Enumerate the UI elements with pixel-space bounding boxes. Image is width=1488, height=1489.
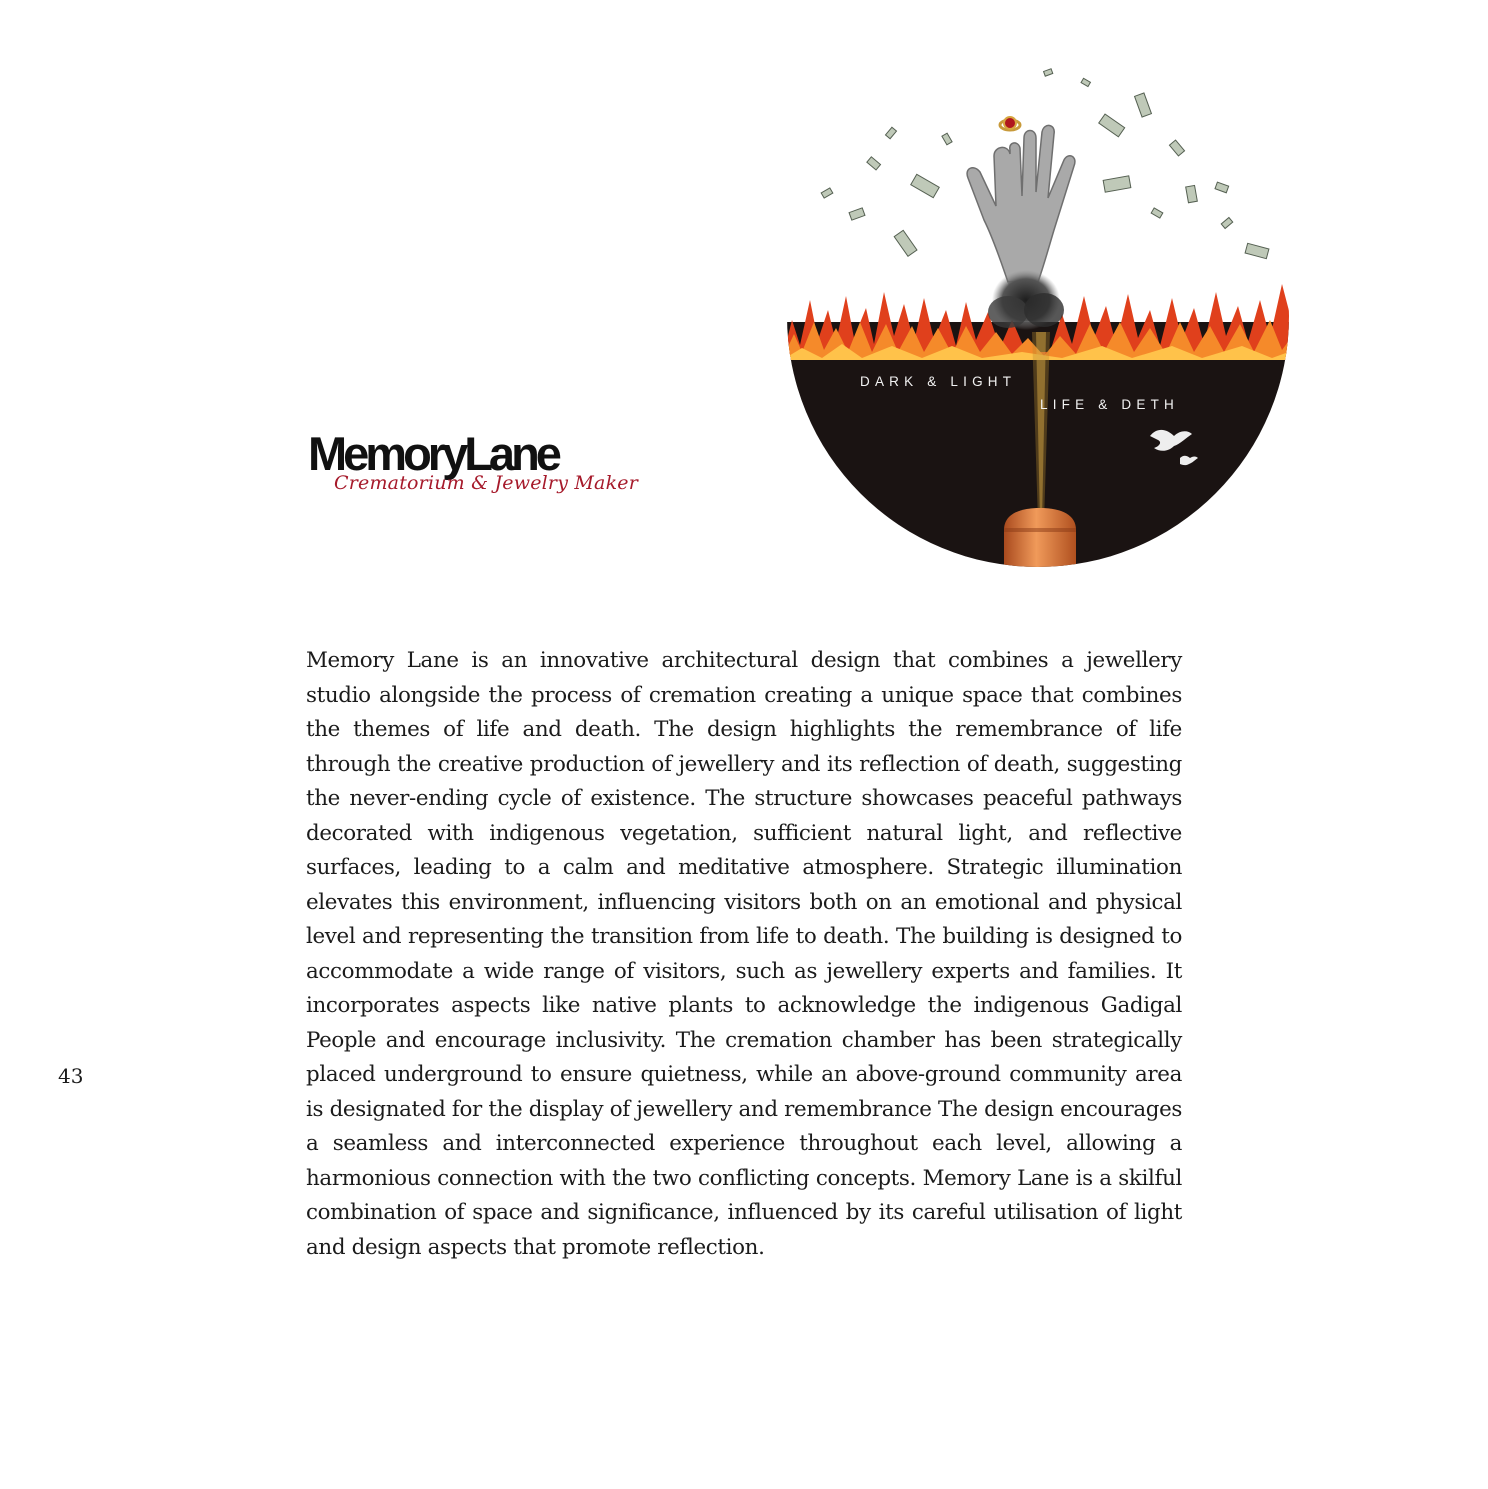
page-number: 43 — [58, 1064, 84, 1088]
logo-wordmark: MemoryLane — [308, 427, 558, 480]
artwork-line-1: DARK & LIGHT — [860, 374, 1017, 389]
logo-tagline: Crematorium & Jewelry Maker — [334, 472, 639, 494]
ring-icon — [1000, 117, 1020, 130]
urn-icon — [1004, 508, 1076, 572]
description-paragraph: Memory Lane is an innovative architectural design that combines a jewellery studio alongside the process of cremation creating a unique space that combines the themes of life and death. The design highlights the remembrance of life through the creative production of jewellery and its reflection of death, suggesting the never-ending cycle of existence. The structure showcases peaceful pathways decorated with indigenous vegetation, sufficient natural light, and reflective surfaces, leading to a calm and meditative atmosphere. Strategic illumination elevates this environment, influencing visitors both on an emotional and physical level and representing the transition from life to death. The building is designed to accommodate a wide range of visitors, such as jewellery experts and families. It incorporates aspects like native plants to acknowledge the indigenous Gadigal People and encourage inclusivity. The cremation chamber has been strategically placed underground to ensure quietness, while an above-ground community area is designated for the display of jewellery and remembrance The design encourages a seamless and interconnected experience throughout each level, allowing a harmonious connection with the two conflicting concepts. Memory Lane is a skilful combination of space and significance, influenced by its careful utilisation of light and design aspects that promote reflection. — [306, 648, 1182, 1260]
dark-light-artwork — [782, 60, 1294, 572]
artwork-line-2: LIFE & DETH — [1040, 397, 1179, 412]
smoke-icon — [988, 270, 1064, 330]
artwork-svg — [782, 60, 1294, 572]
memory-lane-logo — [306, 427, 639, 520]
